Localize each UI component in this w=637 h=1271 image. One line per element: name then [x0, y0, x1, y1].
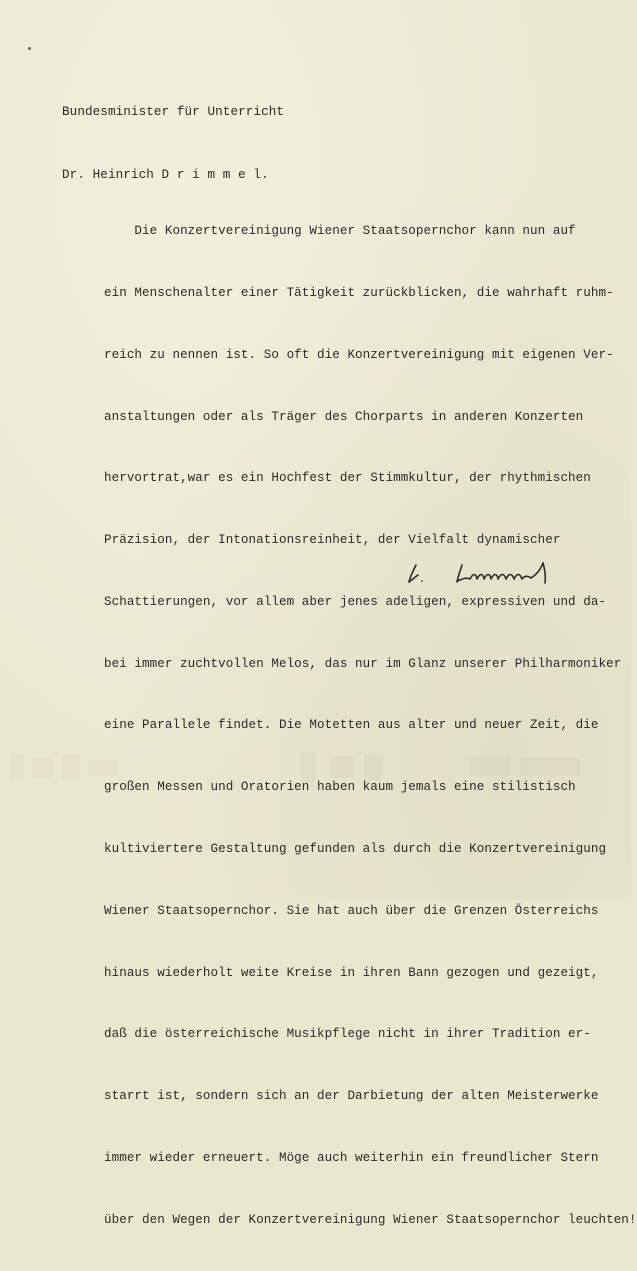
body-line: Schattierungen, vor allem aber jenes adeligen, expressiven und da- [104, 594, 607, 609]
body-line: Präzision, der Intonationsreinheit, der Vielfalt dynamischer [104, 533, 561, 548]
body-line: bei immer zuchtvollen Melos, das nur im Glanz unserer Philharmoniker [104, 656, 622, 671]
body-line: anstaltungen oder als Träger des Chorparts in anderen Konzerten [104, 409, 584, 424]
body-line: ein Menschenalter einer Tätigkeit zurückblicken, die wahrhaft ruhm- [104, 285, 614, 300]
body-line: hinaus wiederholt weite Kreise in ihren Bann gezogen und gezeigt, [104, 965, 599, 980]
letter-body [104, 180, 637, 1271]
body-line: hervortrat,war es ein Hochfest der Stimmkultur, der rhythmischen [104, 471, 591, 486]
body-line: kultiviertere Gestaltung gefunden als durch die Konzertvereinigung [104, 842, 607, 856]
body-line: reich zu nennen ist. So oft die Konzertvereinigung mit eigenen Ver- [104, 347, 614, 362]
body-line: daß die österreichische Musikpflege nicht in ihrer Tradition er- [104, 1027, 591, 1042]
sender-title: Bundesminister für Unterricht [62, 105, 285, 119]
body-line: Wiener Staatsopernchor. Sie hat auch über die Grenzen Österreichs [104, 903, 599, 918]
body-line: Die Konzertvereinigung Wiener Staatsopernchor kann nun auf [104, 224, 576, 239]
body-line: eine Parallele findet. Die Motetten aus alter und neuer Zeit, die [104, 718, 599, 733]
sender-name: Dr. Heinrich D r i m m e l. [62, 168, 269, 182]
body-line: über den Wegen der Konzertvereinigung Wiener Staatsopernchor leuchten! [104, 1212, 637, 1227]
body-line: starrt ist, sondern sich an der Darbietung der alten Meisterwerke [104, 1089, 599, 1104]
body-line: großen Messen und Oratorien haben kaum jemals eine stilistisch [104, 780, 576, 795]
paper-watermark [0, 748, 631, 788]
punch-mark [28, 47, 31, 50]
handwritten-signature-icon [400, 553, 580, 589]
body-line: immer wieder erneuert. Möge auch weiterhin ein freundlicher Stern [104, 1150, 599, 1165]
